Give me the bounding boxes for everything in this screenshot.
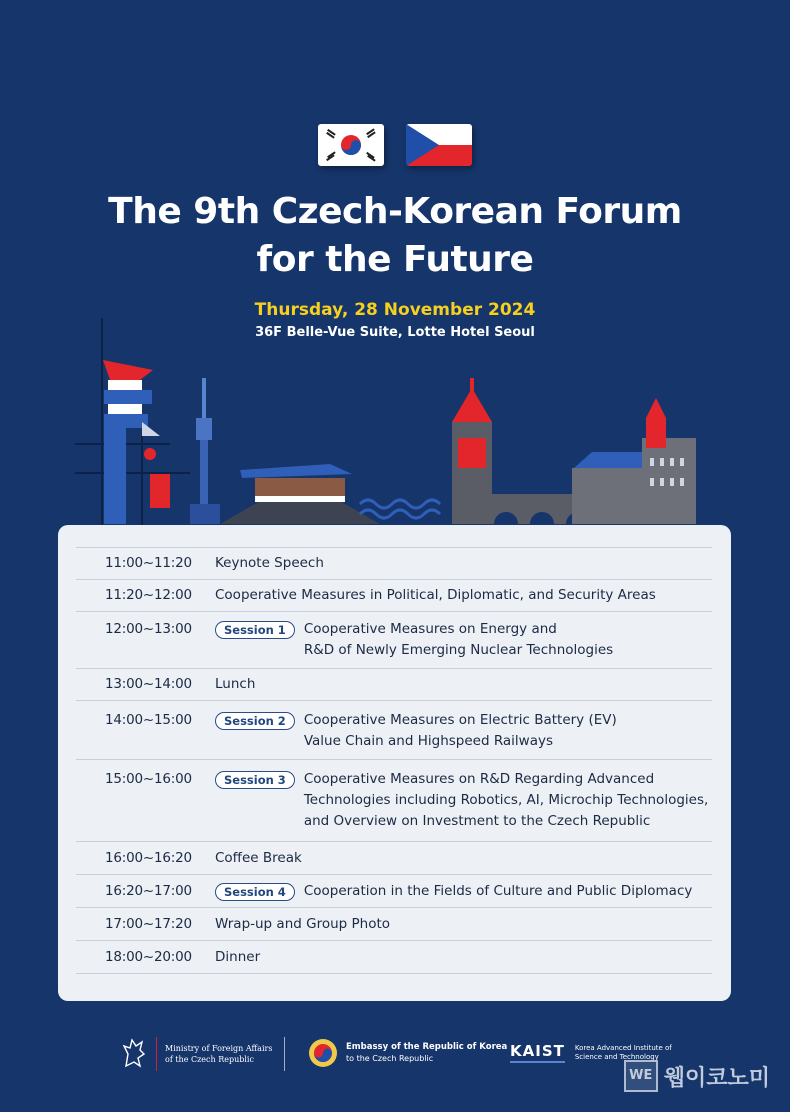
description-line: Cooperative Measures on Electric Battery (EV)	[303, 712, 617, 728]
row-time: 15:00~16:00	[105, 771, 192, 787]
schedule-row	[76, 612, 712, 669]
row-time: 18:00~20:00	[105, 949, 192, 965]
schedule-row	[76, 760, 712, 842]
description-line: Cooperative Measures on R&D Regarding Advanced	[303, 771, 655, 787]
kaist-line-2: Science and Technology	[574, 1052, 659, 1061]
kaist-wordmark: KAIST	[510, 1042, 565, 1063]
watermark	[624, 1060, 770, 1092]
schedule-row	[76, 669, 712, 701]
embassy-line-2: to the Czech Republic	[346, 1054, 434, 1063]
row-time: 16:20~17:00	[105, 883, 192, 899]
row-time: 12:00~13:00	[105, 621, 192, 637]
row-time: 11:00~11:20	[105, 555, 192, 571]
schedule-row	[76, 701, 712, 760]
row-time: 13:00~14:00	[105, 676, 192, 692]
mfa-line-1: Ministry of Foreign Affairs	[165, 1044, 273, 1053]
row-description: Cooperation in the Fields of Culture and Public Diplomacy	[303, 883, 693, 899]
row-description: Cooperative Measures in Political, Diplomatic, and Security Areas	[215, 587, 656, 603]
schedule-row	[76, 941, 712, 974]
session-badge: Session 3	[215, 771, 295, 789]
schedule-row	[76, 580, 712, 612]
korea-flag-icon	[318, 124, 384, 166]
title-line-1: The 9th Czech-Korean Forum	[108, 191, 682, 232]
description-line: Technologies including Robotics, AI, Microchip Technologies,	[303, 792, 709, 808]
row-description	[304, 769, 712, 832]
row-time: 17:00~17:20	[105, 916, 192, 932]
schedule-row	[76, 875, 712, 908]
session-badge: Session 1	[215, 621, 295, 639]
flags	[0, 124, 790, 166]
description-line: Value Chain and Highspeed Railways	[303, 733, 554, 749]
kaist-line-1: Korea Advanced Institute of	[574, 1043, 672, 1052]
row-time: 16:00~16:20	[105, 850, 192, 866]
schedule-row	[76, 548, 712, 580]
row-time: 11:20~12:00	[105, 587, 192, 603]
description-line: and Overview on Investment to the Czech Republic	[303, 813, 651, 829]
row-description: Wrap-up and Group Photo	[215, 916, 391, 932]
schedule-row	[76, 908, 712, 941]
schedule-table	[76, 547, 712, 974]
watermark-text: 웹이코노미	[663, 1065, 770, 1091]
embassy-line-1: Embassy of the Republic of Korea	[346, 1042, 508, 1052]
row-description: Dinner	[215, 949, 261, 965]
mfa-line-2: of the Czech Republic	[165, 1055, 254, 1064]
description-line: Cooperative Measures on Energy and	[303, 621, 557, 637]
korea-emblem-icon	[308, 1038, 338, 1068]
row-description: Keynote Speech	[215, 555, 324, 571]
czech-flag-icon	[406, 124, 472, 166]
event-date: Thursday, 28 November 2024	[254, 300, 536, 320]
session-badge: Session 2	[215, 712, 295, 730]
skyline-illustration	[0, 318, 790, 530]
schedule-row	[76, 842, 712, 875]
row-time: 14:00~15:00	[105, 712, 192, 728]
description-line: R&D of Newly Emerging Nuclear Technologies	[303, 642, 614, 658]
row-description: Lunch	[215, 676, 256, 692]
row-description	[304, 619, 712, 661]
czech-lion-icon	[120, 1036, 148, 1072]
watermark-we-icon: WE	[624, 1060, 658, 1092]
poster-title	[0, 188, 790, 284]
session-badge: Session 4	[215, 883, 295, 901]
embassy-korea-logo	[308, 1038, 507, 1068]
row-description: Coffee Break	[215, 850, 302, 866]
schedule-card	[58, 525, 731, 1001]
row-description	[304, 710, 712, 752]
mfa-czech-logo	[120, 1036, 285, 1072]
title-line-2: for the Future	[256, 239, 534, 280]
event-venue: 36F Belle-Vue Suite, Lotte Hotel Seoul	[255, 325, 535, 340]
